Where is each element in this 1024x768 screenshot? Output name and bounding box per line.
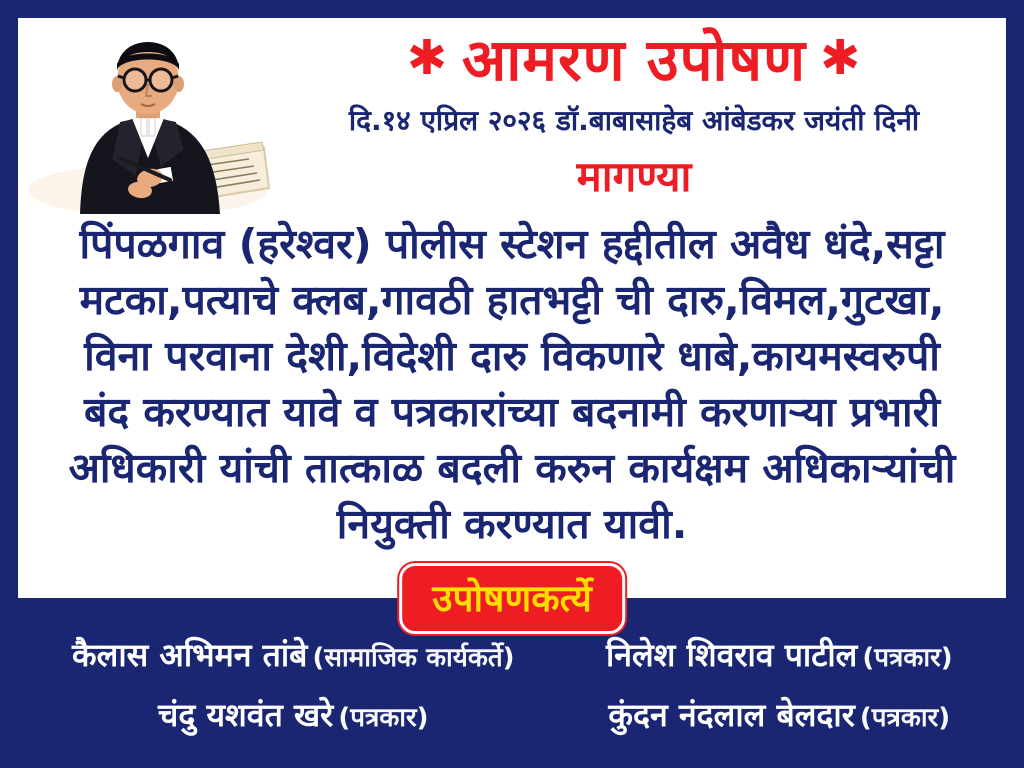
signatory-item (561, 693, 998, 736)
signatory-name: निलेश शिवराव पाटील (605, 635, 858, 674)
signatory-role: (सामाजिक कार्यकर्ते) (312, 642, 515, 673)
title-column (272, 22, 996, 204)
hunger-strikers-badge: उपोषणकर्त्ये (399, 563, 625, 634)
demand-line: मटका,पत्याचे क्लब,गावठी हातभट्टी ची दारु,विमल,गुटखा, (79, 276, 945, 324)
asterisk-ornament-left-icon: ✱ (406, 30, 448, 86)
demand-line: बंद करण्यात यावे व पत्रकारांच्या बदनामी करणाऱ्या प्रभारी (83, 388, 941, 436)
signatory-item (561, 633, 998, 676)
demands-heading: मागण्या (576, 151, 692, 201)
ambedkar-portrait-icon (24, 22, 272, 214)
signatory-role: (पत्रकार) (338, 702, 429, 733)
asterisk-ornament-right-icon: ✱ (820, 30, 862, 86)
demands-body (18, 214, 1006, 552)
poster-inner (18, 18, 1006, 750)
signatory-item (26, 693, 561, 736)
poster-title-row (272, 26, 996, 94)
signatory-role: (पत्रकार) (859, 702, 951, 733)
demand-line: नियुक्ती करण्यात यावी. (336, 500, 688, 548)
signatory-role: (पत्रकार) (862, 642, 953, 673)
signatory-name: चंदु यशवंत खरे (158, 695, 334, 734)
poster-title: आमरण उपोषण (461, 26, 807, 94)
event-date-line: दि.१४ एप्रिल २०२६ डॉ.बाबासाहेब आंबेडकर जयंती दिनी (348, 103, 920, 137)
demand-line: अधिकारी यांची तात्काळ बदली करुन कार्यक्षम अधिकाऱ्यांची (68, 444, 956, 492)
signatory-name: कैलास अभिमन तांबे (72, 635, 308, 674)
signatory-name: कुंदन नंदलाल बेलदार (608, 695, 855, 734)
poster-header (18, 18, 1006, 214)
signatory-item (26, 633, 561, 676)
demand-line: पिंपळगाव (हरेश्वर) पोलीस स्टेशन हद्दीतील अवैध धंदे,सट्टा (79, 220, 945, 268)
ambedkar-portrait-illustration (24, 22, 272, 214)
demand-line: विना परवाना देशी,विदेशी दारु विकणारे धाबे,कायमस्वरुपी (84, 332, 940, 380)
